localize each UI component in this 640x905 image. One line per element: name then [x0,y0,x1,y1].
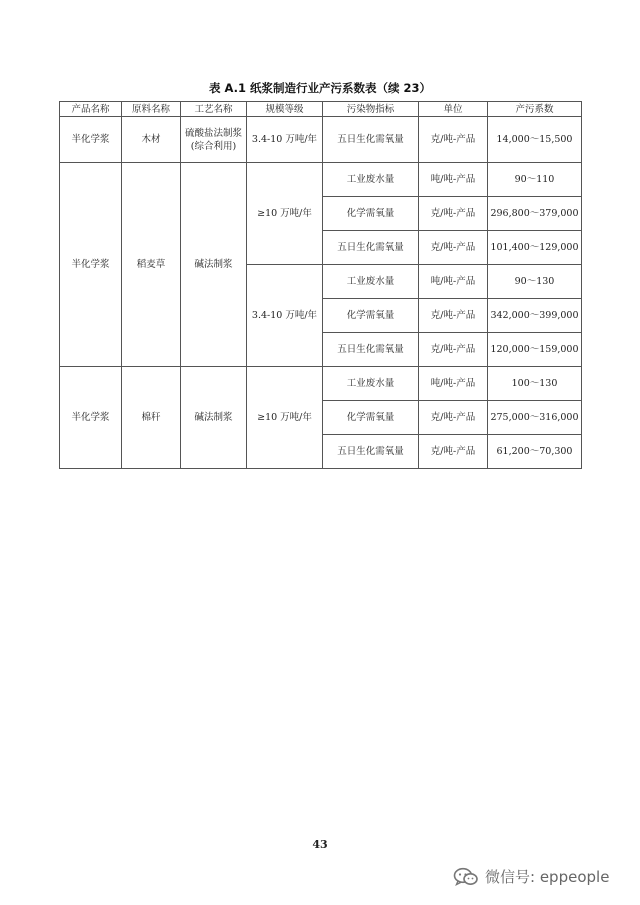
pollutant-cell: 化学需氧量 [323,299,419,333]
table-title: 表 A.1 纸浆制造行业产污系数表（续 23） [209,81,431,95]
unit-cell: 克/吨-产品 [419,197,488,231]
coefficient-cell: 14,000～15,500 [488,117,582,163]
process-cell: 碱法制浆 [181,367,247,469]
unit-cell: 克/吨-产品 [419,333,488,367]
pollutant-cell: 五日生化需氧量 [323,117,419,163]
header-unit: 单位 [419,102,488,117]
process-cell: 硫酸盐法制浆(综合利用) [181,117,247,163]
table-row [60,367,582,401]
scale-cell: ≥10 万吨/年 [247,367,323,469]
coefficient-cell: 61,200～70,300 [488,435,582,469]
process-cell: 碱法制浆 [181,163,247,367]
material-cell: 稻麦草 [122,163,181,367]
coefficient-cell: 100～130 [488,367,582,401]
unit-cell: 克/吨-产品 [419,401,488,435]
header-product: 产品名称 [60,102,122,117]
pollutant-cell: 工业废水量 [323,265,419,299]
watermark [453,866,609,887]
watermark-text: 微信号: eppeople [485,868,610,886]
scale-cell: 3.4-10 万吨/年 [247,117,323,163]
table-row [60,163,582,197]
material-cell: 木材 [122,117,181,163]
header-coefficient: 产污系数 [488,102,582,117]
coefficient-cell: 101,400～129,000 [488,231,582,265]
unit-cell: 吨/吨-产品 [419,163,488,197]
coefficient-cell: 90～130 [488,265,582,299]
product-cell: 半化学浆 [60,367,122,469]
coefficient-cell: 90～110 [488,163,582,197]
pollutant-cell: 五日生化需氧量 [323,231,419,265]
pollutant-cell: 工业废水量 [323,163,419,197]
wechat-icon [453,867,479,887]
header-pollutant: 污染物指标 [323,102,419,117]
product-cell: 半化学浆 [60,163,122,367]
header-process: 工艺名称 [181,102,247,117]
unit-cell: 克/吨-产品 [419,231,488,265]
scale-cell: ≥10 万吨/年 [247,163,323,265]
pollution-coefficient-table [59,101,582,469]
header-material: 原料名称 [122,102,181,117]
header-scale: 规模等级 [247,102,323,117]
coefficient-cell: 296,800～379,000 [488,197,582,231]
coefficient-cell: 275,000～316,000 [488,401,582,435]
table-row [60,117,582,163]
page-number: 43 [312,838,328,851]
pollutant-cell: 工业废水量 [323,367,419,401]
pollutant-cell: 化学需氧量 [323,197,419,231]
product-cell: 半化学浆 [60,117,122,163]
unit-cell: 吨/吨-产品 [419,367,488,401]
material-cell: 棉秆 [122,367,181,469]
unit-cell: 克/吨-产品 [419,117,488,163]
pollutant-cell: 化学需氧量 [323,401,419,435]
coefficient-cell: 120,000～159,000 [488,333,582,367]
unit-cell: 克/吨-产品 [419,435,488,469]
pollutant-cell: 五日生化需氧量 [323,435,419,469]
table-header-row [60,102,582,117]
scale-cell: 3.4-10 万吨/年 [247,265,323,367]
unit-cell: 吨/吨-产品 [419,265,488,299]
coefficient-cell: 342,000～399,000 [488,299,582,333]
pollutant-cell: 五日生化需氧量 [323,333,419,367]
unit-cell: 克/吨-产品 [419,299,488,333]
